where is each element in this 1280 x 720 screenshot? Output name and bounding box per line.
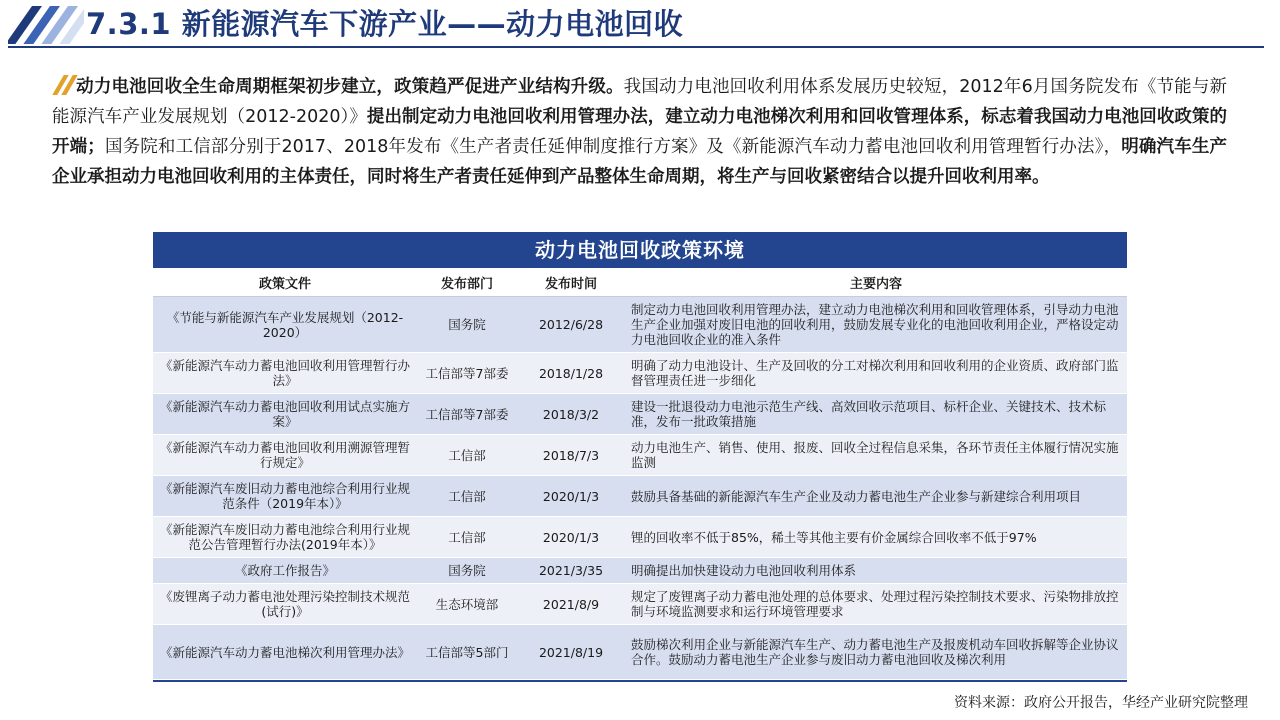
cell-content: 锂的回收率不低于85%，稀土等其他主要有价金属综合回收率不低于97% (625, 517, 1127, 558)
cell-date: 2021/8/9 (517, 584, 625, 625)
cell-policy: 《新能源汽车动力蓄电池梯次利用管理办法》 (153, 625, 417, 680)
cell-content: 明确了动力电池设计、生产及回收的分工对梯次利用和回收利用的企业资质、政府部门监督管理责任进一步细化 (625, 353, 1127, 394)
cell-date: 2021/8/19 (517, 625, 625, 680)
cell-policy: 《新能源汽车动力蓄电池回收利用管理暂行办法》 (153, 353, 417, 394)
cell-department: 国务院 (417, 558, 517, 584)
cell-date: 2021/3/35 (517, 558, 625, 584)
table-row (153, 584, 1127, 625)
header-date: 发布时间 (517, 268, 625, 297)
header-policy: 政策文件 (153, 268, 417, 297)
header-stripes-icon (8, 6, 84, 44)
cell-policy: 《新能源汽车废旧动力蓄电池综合利用行业规范公告管理暂行办法(2019年本）》 (153, 517, 417, 558)
source-note: 资料来源：政府公开报告，华经产业研究院整理 (954, 695, 1248, 711)
cell-content: 规定了废锂离子动力蓄电池处理的总体要求、处理过程污染控制技术要求、污染物排放控制与环境监测要求和运行环境管理要求 (625, 584, 1127, 625)
cell-date: 2018/1/28 (517, 353, 625, 394)
cell-policy: 《新能源汽车动力蓄电池回收利用溯源管理暂行规定》 (153, 435, 417, 476)
cell-department: 工信部等7部委 (417, 394, 517, 435)
cell-department: 工信部等5部门 (417, 625, 517, 680)
cell-department: 工信部 (417, 435, 517, 476)
cell-date: 2020/1/3 (517, 517, 625, 558)
table-row (153, 297, 1127, 353)
table-bottom-rule (153, 680, 1127, 682)
cell-policy: 《废锂离子动力蓄电池处理污染控制技术规范(试行)》 (153, 584, 417, 625)
cell-department: 工信部 (417, 476, 517, 517)
cell-policy: 《节能与新能源汽车产业发展规划（2012-2020） (153, 297, 417, 353)
cell-content: 动力电池生产、销售、使用、报废、回收全过程信息采集，各环节责任主体履行情况实施监测 (625, 435, 1127, 476)
cell-department: 生态环境部 (417, 584, 517, 625)
table-row (153, 435, 1127, 476)
policy-table-container (153, 232, 1127, 682)
cell-content: 明确提出加快建设动力电池回收利用体系 (625, 558, 1127, 584)
table-title: 动力电池回收政策环境 (153, 232, 1127, 268)
table-row (153, 558, 1127, 584)
cell-content: 建设一批退役动力电池示范生产线、高效回收示范项目、标杆企业、关键技术、技术标准，发布一批政策措施 (625, 394, 1127, 435)
page-title: 7.3.1 新能源汽车下游产业——动力电池回收 (86, 7, 684, 41)
cell-department: 工信部等7部委 (417, 353, 517, 394)
cell-content: 制定动力电池回收利用管理办法，建立动力电池梯次利用和回收管理体系，引导动力电池生产企业加强对废旧电池的回收利用，鼓励发展专业化的电池回收利用企业，严格设定动力电池回收企业的准入条件 (625, 297, 1127, 353)
cell-department: 国务院 (417, 297, 517, 353)
header-department: 发布部门 (417, 268, 517, 297)
intro-bold-1: 动力电池回收全生命周期框架初步建立，政策趋严促进产业结构升级。 (76, 77, 624, 97)
cell-date: 2018/3/2 (517, 394, 625, 435)
table-row (153, 353, 1127, 394)
intro-text-1: 我国动力电池回收利用体系发展历史较短，2012年6月国务院发布《节能与新能源汽车产业发展规划（2012-2020）》 (52, 77, 1228, 127)
header-divider (8, 46, 1264, 48)
cell-content: 鼓励具备基础的新能源汽车生产企业及动力蓄电池生产企业参与新建综合利用项目 (625, 476, 1127, 517)
cell-date: 2018/7/3 (517, 435, 625, 476)
slide-header (0, 0, 1280, 50)
table-row (153, 517, 1127, 558)
intro-text-2: 国务院和工信部分别于2017、2018年发布《生产者责任延伸制度推行方案》及《新能源汽车动力蓄电池回收利用管理暂行办法》， (104, 137, 1122, 157)
intro-paragraph (52, 72, 1227, 192)
intro-bold-3: 明确汽车生产企业承担动力电池回收利用的主体责任，同时将生产者责任延伸到产品整体生命周期，将生产与回收紧密结合以提升回收利用率。 (52, 137, 1228, 187)
intro-bold-2: 提出制定动力电池回收利用管理办法，建立动力电池梯次利用和回收管理体系，标志着我国动力电池回收政策的开端； (52, 107, 1228, 157)
cell-policy: 《新能源汽车废旧动力蓄电池综合利用行业规范条件（2019年本）》 (153, 476, 417, 517)
table-row (153, 476, 1127, 517)
cell-department: 工信部 (417, 517, 517, 558)
header-content: 主要内容 (625, 268, 1127, 297)
cell-policy: 《政府工作报告》 (153, 558, 417, 584)
table-header-row (153, 268, 1127, 297)
cell-policy: 《新能源汽车动力蓄电池回收利用试点实施方案》 (153, 394, 417, 435)
quote-mark-icon (52, 75, 74, 95)
cell-content: 鼓励梯次利用企业与新能源汽车生产、动力蓄电池生产及报废机动车回收拆解等企业协议合作。鼓励动力蓄电池生产企业参与废旧动力蓄电池回收及梯次利用 (625, 625, 1127, 680)
table-row (153, 394, 1127, 435)
cell-date: 2020/1/3 (517, 476, 625, 517)
policy-table (153, 268, 1127, 680)
table-row (153, 625, 1127, 680)
cell-date: 2012/6/28 (517, 297, 625, 353)
